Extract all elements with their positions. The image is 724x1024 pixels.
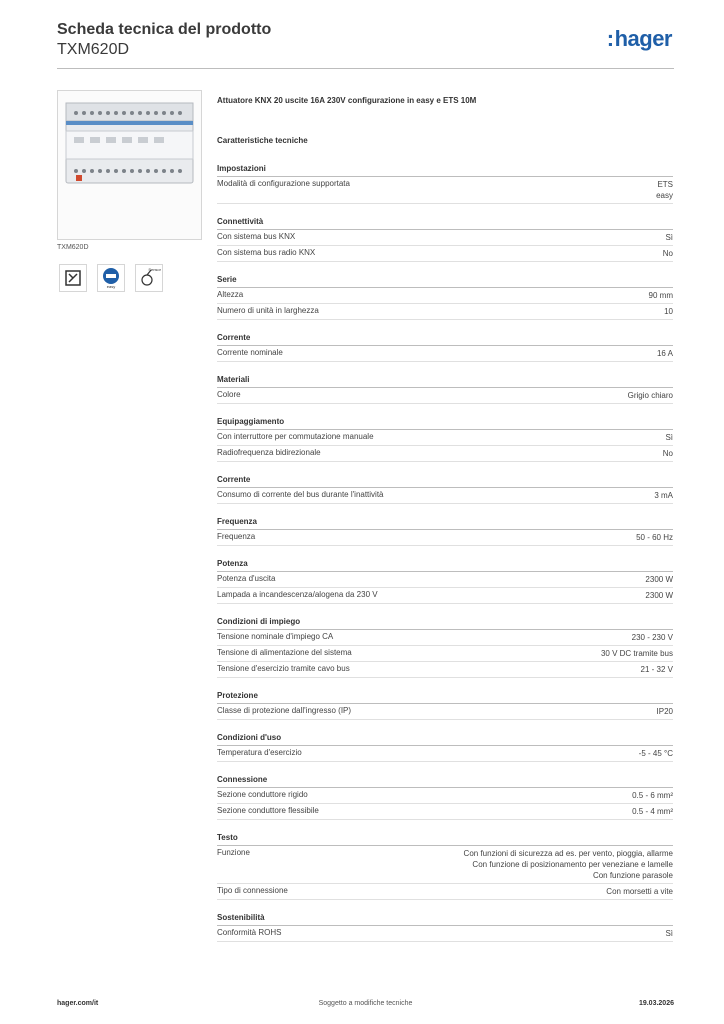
footer-date: 19.03.2026 [638, 1000, 674, 1007]
spec-value [628, 390, 673, 401]
footer-notice: Soggetto a modifiche tecniche [318, 1000, 413, 1007]
section-title: Condizioni di impiego [217, 611, 673, 630]
spec-row [217, 746, 673, 762]
spec-label: Sezione conduttore rigido [217, 790, 308, 799]
spec-label: Con sistema bus KNX [217, 232, 296, 241]
spec-section [217, 320, 673, 362]
spec-section [217, 362, 673, 404]
section-spacer [217, 462, 673, 469]
section-spacer [217, 820, 673, 827]
spec-value [656, 179, 673, 201]
spec-section [217, 504, 673, 546]
product-image [57, 90, 202, 240]
spec-label: Sezione conduttore flessibile [217, 806, 319, 815]
spec-value-line: 0.5 - 4 mm² [632, 807, 673, 816]
spec-value-line: 3 mA [654, 491, 673, 500]
spec-row [217, 926, 673, 942]
spec-value-line: Sì [665, 433, 673, 442]
spec-value [636, 532, 673, 543]
spec-section [217, 678, 673, 720]
spec-value-line: easy [656, 191, 673, 200]
spec-section [217, 262, 673, 320]
spec-row [217, 588, 673, 604]
sensor-icon-label: Sensor [148, 267, 161, 272]
spec-row [217, 230, 673, 246]
spec-row [217, 704, 673, 720]
page-title: Scheda tecnica del prodotto [57, 21, 272, 38]
spec-value-line: 10 [664, 307, 673, 316]
section-spacer [217, 900, 673, 907]
spec-value-line: 2300 W [645, 575, 673, 584]
section-title: Protezione [217, 685, 673, 704]
spec-label: Funzione [217, 848, 250, 857]
spec-value [654, 490, 673, 501]
spec-section [217, 204, 673, 262]
spec-label: Modalità di configurazione supportata [217, 179, 350, 188]
spec-value-line: Con funzioni di sicurezza ad es. per vento, pioggia, allarme [463, 849, 673, 858]
section-title: Impostazioni [217, 158, 673, 177]
section-title: Potenza [217, 553, 673, 572]
spec-label: Numero di unità in larghezza [217, 306, 319, 315]
spec-value [632, 806, 673, 817]
spec-label: Potenza d'uscita [217, 574, 276, 583]
spec-value [657, 348, 673, 359]
section-title: Corrente [217, 469, 673, 488]
spec-label: Con sistema bus radio KNX [217, 248, 316, 257]
spec-section [217, 546, 673, 604]
spec-label: Frequenza [217, 532, 256, 541]
spec-value-line: Con funzione parasole [592, 871, 673, 880]
section-spacer [217, 262, 673, 269]
spec-row [217, 846, 673, 884]
section-title: Materiali [217, 369, 673, 388]
spec-label: Tensione nominale d'impiego CA [217, 632, 334, 641]
product-code: TXM620D [57, 41, 130, 58]
spec-value-line: -5 - 45 °C [638, 749, 673, 758]
section-spacer [217, 720, 673, 727]
spec-row [217, 530, 673, 546]
easy-icon-label: easy [106, 284, 116, 289]
spec-value-line: Con morsetti a vite [606, 887, 673, 896]
section-title: Connessione [217, 769, 673, 788]
spec-row [217, 646, 673, 662]
section-spacer [217, 504, 673, 511]
spec-row [217, 662, 673, 678]
spec-label: Conformità ROHS [217, 928, 282, 937]
product-image-label: TXM620D [57, 244, 89, 251]
spec-row [217, 388, 673, 404]
spec-row [217, 884, 673, 900]
spec-value-line: IP20 [656, 707, 673, 716]
spec-value [645, 574, 673, 585]
section-spacer [217, 320, 673, 327]
spec-row [217, 346, 673, 362]
spec-row [217, 304, 673, 320]
section-title: Testo [217, 827, 673, 846]
spec-value [665, 232, 673, 243]
spec-row [217, 788, 673, 804]
spec-value-line: 2300 W [645, 591, 673, 600]
section-spacer [217, 604, 673, 611]
spec-section [217, 158, 673, 204]
spec-value-line: Sì [665, 929, 673, 938]
spec-value-line: 30 V DC tramite bus [600, 649, 673, 658]
spec-value-line: No [662, 249, 673, 258]
section-spacer [217, 204, 673, 211]
section-title: Sostenibilità [217, 907, 673, 926]
spec-value [663, 448, 673, 459]
spec-value [665, 928, 673, 939]
spec-value [601, 648, 673, 659]
spec-row [217, 246, 673, 262]
spec-label: Radiofrequenza bidirezionale [217, 448, 321, 457]
easy-icon [97, 264, 125, 292]
section-title: Serie [217, 269, 673, 288]
spec-value [649, 290, 673, 301]
spec-section [217, 820, 673, 900]
spec-value [641, 664, 673, 675]
spec-section [217, 762, 673, 820]
knx-icon [59, 264, 87, 292]
spec-label: Colore [217, 390, 241, 399]
spec-value-line: Sì [665, 233, 673, 242]
spec-row [217, 804, 673, 820]
section-spacer [217, 404, 673, 411]
spec-value-line: 50 - 60 Hz [636, 533, 673, 542]
spec-label: Classe di protezione dall'ingresso (IP) [217, 706, 352, 715]
spec-value-line: Grigio chiaro [627, 391, 673, 400]
section-title: Corrente [217, 327, 673, 346]
spec-section [217, 720, 673, 762]
spec-sections [217, 158, 673, 942]
spec-label: Tipo di connessione [217, 886, 288, 895]
spec-value-line: 21 - 32 V [640, 665, 673, 674]
spec-value-line: No [662, 449, 673, 458]
spec-value-line: 16 A [656, 349, 673, 358]
spec-value [606, 886, 673, 897]
characteristics-title: Caratteristiche tecniche [217, 136, 308, 145]
spec-row [217, 572, 673, 588]
spec-section [217, 900, 673, 942]
spec-label: Altezza [217, 290, 244, 299]
section-title: Equipaggiamento [217, 411, 673, 430]
spec-label: Lampada a incandescenza/alogena da 230 V [217, 590, 378, 599]
spec-value-line: 90 mm [648, 291, 673, 300]
spec-label: Con interruttore per commutazione manuale [217, 432, 374, 441]
spec-value [664, 306, 673, 317]
section-spacer [217, 762, 673, 769]
spec-value [645, 590, 673, 601]
brand-name: hager [614, 26, 672, 51]
spec-value [632, 632, 673, 643]
brand-logo[interactable]: :hager [606, 26, 672, 51]
spec-section [217, 462, 673, 504]
spec-row [217, 430, 673, 446]
page-header [57, 20, 674, 70]
section-spacer [217, 362, 673, 369]
spec-row [217, 630, 673, 646]
spec-value [663, 248, 673, 259]
section-title: Connettività [217, 211, 673, 230]
header-divider [57, 68, 674, 69]
spec-label: Temperatura d'esercizio [217, 748, 302, 757]
spec-value [639, 748, 673, 759]
spec-section [217, 604, 673, 678]
spec-value [632, 790, 673, 801]
spec-sheet [217, 96, 673, 942]
spec-label: Tensione di alimentazione del sistema [217, 648, 352, 657]
section-spacer [217, 546, 673, 553]
spec-value-line: 230 - 230 V [631, 633, 673, 642]
spec-value [657, 706, 673, 717]
spec-row [217, 446, 673, 462]
spec-value [665, 432, 673, 443]
spec-section [217, 404, 673, 462]
footer-website-link[interactable]: hager.com/it [57, 1000, 99, 1007]
sensor-icon [135, 264, 163, 292]
spec-value-line: Con funzione di posizionamento per veneziane e lamelle [472, 860, 673, 869]
spec-value-line: ETS [657, 180, 673, 189]
spec-row [217, 488, 673, 504]
spec-value-line: 0.5 - 6 mm² [632, 791, 673, 800]
spec-label: Tensione d'esercizio tramite cavo bus [217, 664, 350, 673]
spec-value [464, 848, 673, 881]
spec-row [217, 177, 673, 204]
actuator-illustration [58, 91, 201, 239]
section-spacer [217, 678, 673, 685]
product-description: Attuatore KNX 20 uscite 16A 230V configurazione in easy e ETS 10M [217, 96, 477, 105]
section-title: Condizioni d'uso [217, 727, 673, 746]
section-title: Frequenza [217, 511, 673, 530]
spec-label: Consumo di corrente del bus durante l'inattività [217, 490, 384, 499]
spec-row [217, 288, 673, 304]
spec-label: Corrente nominale [217, 348, 283, 357]
